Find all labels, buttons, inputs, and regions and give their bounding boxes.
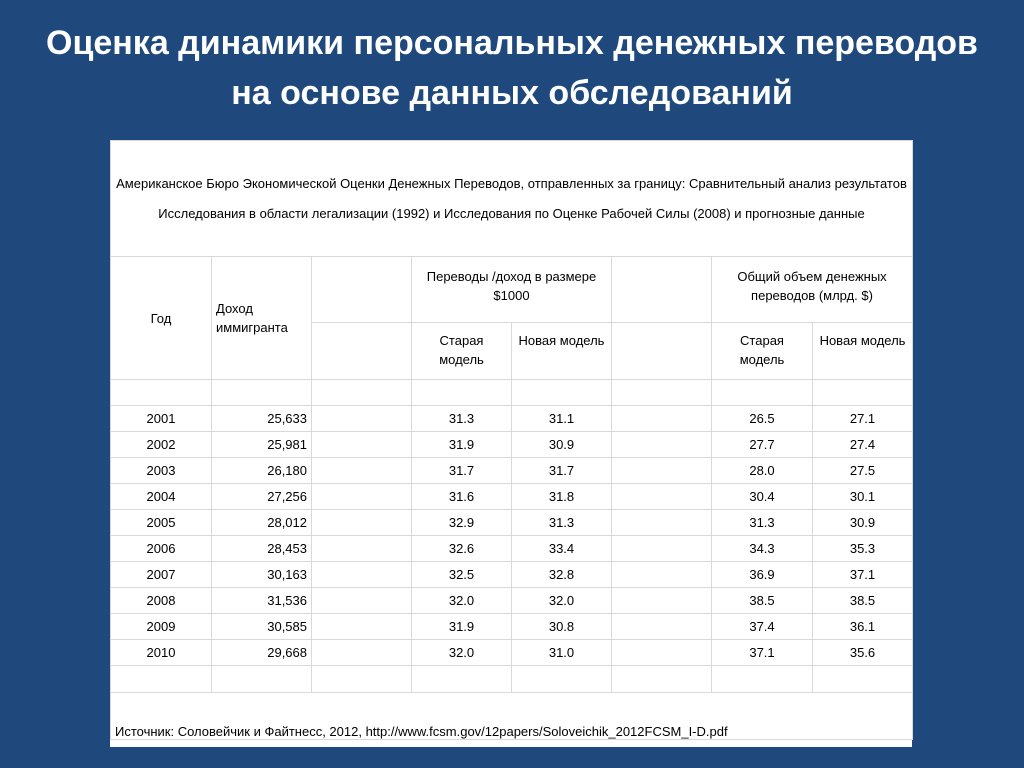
cell-year: 2007 <box>111 562 212 588</box>
cell-transfers-new: 31.3 <box>512 510 612 536</box>
cell-year: 2003 <box>111 458 212 484</box>
data-table-container <box>110 140 912 747</box>
table-row <box>111 640 913 666</box>
cell-empty <box>312 562 412 588</box>
table-row <box>111 510 913 536</box>
header-income: Доход иммигранта <box>212 257 312 380</box>
cell-transfers-new: 31.1 <box>512 406 612 432</box>
table-row <box>111 432 913 458</box>
cell-empty <box>612 640 712 666</box>
cell-total-new: 36.1 <box>813 614 913 640</box>
cell-total-old: 37.4 <box>712 614 813 640</box>
cell-income: 30,585 <box>212 614 312 640</box>
cell-income: 28,012 <box>212 510 312 536</box>
header-transfers-new-model: Новая модель <box>512 323 612 380</box>
cell-year: 2004 <box>111 484 212 510</box>
cell-year: 2010 <box>111 640 212 666</box>
cell-empty <box>612 614 712 640</box>
cell-empty <box>312 406 412 432</box>
table-row <box>111 588 913 614</box>
cell-income: 29,668 <box>212 640 312 666</box>
cell-empty <box>312 640 412 666</box>
table-row <box>111 406 913 432</box>
cell-total-old: 37.1 <box>712 640 813 666</box>
cell-transfers-new: 30.8 <box>512 614 612 640</box>
header-total-old-model: Старая модель <box>712 323 813 380</box>
table-row <box>111 458 913 484</box>
header-empty <box>612 323 712 380</box>
cell-transfers-old: 32.0 <box>412 588 512 614</box>
cell-empty <box>312 614 412 640</box>
cell-transfers-new: 31.8 <box>512 484 612 510</box>
cell-total-old: 30.4 <box>712 484 813 510</box>
cell-empty <box>612 562 712 588</box>
cell-transfers-old: 32.0 <box>412 640 512 666</box>
cell-transfers-new: 32.0 <box>512 588 612 614</box>
cell-empty <box>312 510 412 536</box>
header-total-new-model: Новая модель <box>813 323 913 380</box>
spacer-row <box>111 666 913 693</box>
cell-transfers-old: 32.9 <box>412 510 512 536</box>
cell-transfers-old: 31.6 <box>412 484 512 510</box>
cell-transfers-old: 32.6 <box>412 536 512 562</box>
header-empty <box>312 257 412 323</box>
cell-empty <box>312 588 412 614</box>
header-total-group: Общий объем денежных переводов (млрд. $) <box>712 257 913 323</box>
cell-total-new: 27.1 <box>813 406 913 432</box>
cell-total-old: 38.5 <box>712 588 813 614</box>
header-empty <box>612 257 712 323</box>
header-empty <box>312 323 412 380</box>
cell-year: 2008 <box>111 588 212 614</box>
cell-empty <box>612 458 712 484</box>
table-row <box>111 562 913 588</box>
cell-empty <box>612 510 712 536</box>
cell-total-old: 36.9 <box>712 562 813 588</box>
cell-empty <box>612 432 712 458</box>
cell-transfers-new: 31.7 <box>512 458 612 484</box>
cell-income: 27,256 <box>212 484 312 510</box>
table-row <box>111 536 913 562</box>
cell-transfers-new: 30.9 <box>512 432 612 458</box>
cell-year: 2002 <box>111 432 212 458</box>
cell-total-old: 34.3 <box>712 536 813 562</box>
cell-income: 26,180 <box>212 458 312 484</box>
cell-empty <box>612 484 712 510</box>
cell-income: 25,981 <box>212 432 312 458</box>
cell-empty <box>312 458 412 484</box>
cell-year: 2009 <box>111 614 212 640</box>
header-transfers-old-model: Старая модель <box>412 323 512 380</box>
cell-transfers-old: 31.3 <box>412 406 512 432</box>
cell-transfers-old: 32.5 <box>412 562 512 588</box>
cell-total-new: 27.5 <box>813 458 913 484</box>
cell-empty <box>612 406 712 432</box>
cell-transfers-old: 31.7 <box>412 458 512 484</box>
cell-total-new: 27.4 <box>813 432 913 458</box>
cell-transfers-new: 31.0 <box>512 640 612 666</box>
cell-transfers-new: 32.8 <box>512 562 612 588</box>
cell-empty <box>612 588 712 614</box>
cell-year: 2001 <box>111 406 212 432</box>
cell-transfers-old: 31.9 <box>412 614 512 640</box>
cell-total-old: 26.5 <box>712 406 813 432</box>
cell-total-old: 27.7 <box>712 432 813 458</box>
source-note: Источник: Соловейчик и Файтнесс, 2012, http://www.fcsm.gov/12papers/Soloveichik_2012FCSM_I-D.pdf <box>111 693 913 740</box>
header-transfers-group: Переводы /доход в размере $1000 <box>412 257 612 323</box>
cell-empty <box>312 484 412 510</box>
cell-total-new: 35.3 <box>813 536 913 562</box>
cell-total-new: 38.5 <box>813 588 913 614</box>
cell-total-new: 37.1 <box>813 562 913 588</box>
cell-total-new: 30.1 <box>813 484 913 510</box>
cell-empty <box>312 536 412 562</box>
cell-income: 25,633 <box>212 406 312 432</box>
cell-year: 2006 <box>111 536 212 562</box>
remittance-table <box>110 140 913 740</box>
cell-transfers-new: 33.4 <box>512 536 612 562</box>
cell-income: 30,163 <box>212 562 312 588</box>
spacer-row <box>111 380 913 406</box>
cell-total-new: 30.9 <box>813 510 913 536</box>
table-row <box>111 614 913 640</box>
cell-total-old: 31.3 <box>712 510 813 536</box>
header-year: Год <box>111 257 212 380</box>
cell-empty <box>612 536 712 562</box>
slide-title: Оценка динамики персональных денежных переводов на основе данных обследований <box>46 24 978 112</box>
cell-income: 31,536 <box>212 588 312 614</box>
cell-empty <box>312 432 412 458</box>
cell-year: 2005 <box>111 510 212 536</box>
table-row <box>111 484 913 510</box>
cell-income: 28,453 <box>212 536 312 562</box>
cell-transfers-old: 31.9 <box>412 432 512 458</box>
cell-total-old: 28.0 <box>712 458 813 484</box>
table-caption: Американское Бюро Экономической Оценки Денежных Переводов, отправленных за границу: Сравнительный анализ результатов Исследования в области легализации (1992) и Исследования по Оценке Рабочей Силы (2008) и прогнозные данные <box>111 141 913 257</box>
cell-total-new: 35.6 <box>813 640 913 666</box>
